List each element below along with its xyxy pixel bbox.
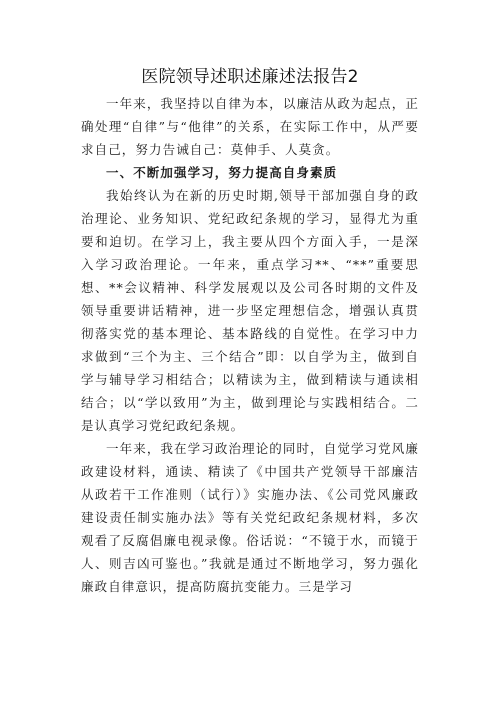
document-title: 医院领导述职述廉述法报告2 [141, 67, 359, 87]
section-heading: 一、不断加强学习，努力提高自身素质 [106, 165, 338, 180]
intro-paragraph: 一年来，我坚持以自律为本，以廉洁从政为起点，正确处理“自律”与“他律”的关系，在实际工作中，从严要求自己，努力告诫自己：莫伸手、人莫贪。 [81, 96, 419, 157]
body-paragraph: 一年来，我在学习政治理论的同时，自觉学习党风廉政建设材料，通读、精读了《中国共产党领导干部廉洁从政若干工作准则（试行）》实施办法、《公司党风廉政建设责任制实施办法》等有关党纪政纪条规材料，多次观看了反腐倡廉电视录像。俗话说：“不镜于水，而镜于人、则吉凶可鉴也。”我就是通过不断地学习，努力强化廉政自律意识，提高防腐抗变能力。三是学习 [81, 441, 419, 594]
document-body [81, 92, 419, 598]
body-paragraph: 我始终认为在新的历史时期,领导干部加强自身的政治理论、业务知识、党纪政纪条规的学习，显得尤为重要和迫切。在学习上，我主要从四个方面入手，一是深入学习政治理论。一年来，重点学习**、“**”重要思想、**会议精神、科学发展观以及公司各时期的文件及领导重要讲话精神，进一步坚定理想信念，增强认真贯彻落实党的基本理论、基本路线的自觉性。在学习中力求做到“三个为主、三个结合”即：以自学为主，做到自学与辅导学习相结合；以精读为主，做到精读与通读相结合；以“学以致用”为主，做到理论与实践相结合。二是认真学习党纪政纪条规。 [81, 188, 419, 433]
